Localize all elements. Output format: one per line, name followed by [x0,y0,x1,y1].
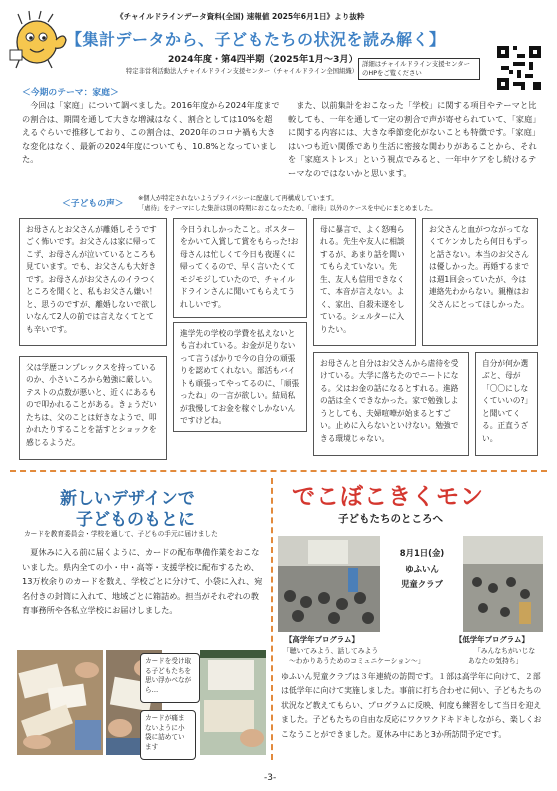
detail-note [358,58,480,80]
dekoboko-body: ゆふいん児童クラブは３年連続の訪問です。１部は高学年に向けて、２部は低学年に向けて実施しました。事前に打ち合わせに伺い、子どもたちの状況など教えてもらい、プログラムに反映、何度も練習をして当日を迎えました。子どもたちの自由な反応にワクワクドキドキしながら、楽しくおこなうことができました。夏休み中にあと3か所訪問予定です。 [281,672,542,739]
design-title-line-2: 子どものもとに [76,510,195,530]
program-right-text-2: あなたの気持ち」 [468,657,523,665]
photo-workshop-lower [463,536,543,632]
column-divider [271,478,273,760]
event-date: 8月1日(金) [399,548,445,558]
theme-right-text: また、以前集計をおこなった「学校」に関する項目やテーマと比較しても、一年を通して一定の割合で声が寄せられていて、「家庭」に関する内容には、大きな季節変化がないことも特徴です。「家庭」はいつも近い関係であり生活に密接な関わりがあることから、それを「家庭ストレス」という視点でみると、一年中ケアをし続けるテーマなのではないかと思います。 [288,100,537,178]
theme-left-text: 今回は「家庭」について調べました。2016年度から2024年度までの割合は、期間を通して大きな増減はなく、割合としては10%を超えるぐらいで推移しており、この割合は、2020年のコロナ禍も大きな変化はなく、最新の2024年度についても、10.8%となっていました。 [22,100,280,165]
program-left-text-1: 「聴いてみよう、話してみよう [283,647,379,655]
section-divider [10,470,547,472]
voices-note-2: 「虐待」をテーマにした集計は別の時期におこなったため、「虐待」以外のケースを中心にまとめました。 [138,205,437,212]
page-number: -3- [264,773,277,783]
theme-heading: ＜今期のテーマ：家庭＞ [22,88,119,98]
source-note: 《チャイルドラインデータ資料(全国) 速報値 2025年6月1日》より抜粋 [116,12,365,21]
voice-card-1: お母さんとお父さんが離婚しそうですごく怖いです。お父さんは家に帰ってこず、お母さんが泣いているところも見ています。でも、お父さんも大好きです。お母さんがお父さんのイラつくところを聞くと、私もお父さん嫌い！と、思うのですが、離婚しないで欲しいなんて2人の前では言えなくてとても辛いです。 [19,218,167,346]
event-place-2: 児童クラブ [401,579,443,590]
photo-card-sorting [17,650,103,755]
voice-card-2: 今日うれしかったこと。ポスターをかいて入賞して賞をもらった!お母さんは忙しくて今日も夜遅くに帰ってくるので、早く言いたくてモジモジしていたので、チャイルドラインさんに聞いてもらえてうれしいです。 [173,218,307,318]
photo-envelopes [200,650,266,755]
event-place-1: ゆふいん [405,563,439,574]
qr-code[interactable] [497,46,541,90]
voices-heading: ＜子どもの声＞ [62,199,124,209]
bubble-2 [140,710,196,760]
voice-card-7: お母さんと自分はお父さんから虐待を受けている。大学に落ちたのでニートになる。父はお金の話になるとすれる。進路の話は全くできなかった。家で勉強しようとしても、夫婦喧嘩が始まるとすごい。止めに入らないといけない。勉強できる環境じゃない。 [313,352,469,456]
program-left-label: 【高学年プログラム】 [285,635,359,644]
program-left-text-2: ～わかりあうためのコミュニケーション～」 [289,657,425,665]
voices-note-1: ※個人が特定されないようプライバシーに配慮して再構成しています。 [138,195,338,202]
voice-card-5: 父は学歴コンプレックスを持っているのか、小さいころから勉強に厳しい。テストの点数が悪いと、近くにあるもので叩かれることがある。きょうだいたちは、父のことは好きなようで、叩かれたりすることを話すとショックを感じるようだ。 [19,356,167,460]
mascot-logo [8,10,70,70]
dekoboko-title: でこぼこきくモン [292,484,484,510]
voice-card-4: お父さんと血がつながってなくてケンカしたら何日もずっと話さない。本当のお父さんは優しかった。再婚するまでは週1回会っていたが、今は連絡先わからない。親権はお父さんにとってほしかった。 [422,218,538,346]
program-right-text-1: 「みんなちがいじな [474,647,536,655]
design-title-line-1: 新しいデザインで [60,489,195,509]
bubble-1-text: カードを受け取る子どもたちを思い浮かべながら… [145,657,192,694]
voice-card-8: 自分が何か選ぶと、母が「〇〇にしなくていいの?」と聞いてくる。正直うざい。 [475,352,538,456]
voice-card-3: 母に暴言で、よく怒鳴られる。先生や友人に相談するが、あまり話を聞いてもらえていない。先生、友人も信用できなくて、本音が言えない。よく、家出、自殺未遂をしている。シェルターに入りたい。 [313,218,416,346]
voice-card-6: 進学先の学校の学費を払えないとも言われている。お金が足りないって言うばかりで今の自分の頑張りを認めてくれない。部活もバイトも頑張ってやってるのに、「頑張ったね」の一言が欲しい。結局私が我慢してお金を稼ぐしかないんですけどね。 [173,322,307,432]
page-title: 【集計データから、子どもたちの状況を読み解く】 [66,30,446,49]
event-info [383,546,461,593]
detail-note-text: 詳細はチャイルドライン支援センターのHPをご覧ください [362,60,470,78]
period: 2024年度・第4四半期（2025年1月～3月） [168,54,358,65]
publisher: 特定非営利活動法人チャイルドライン支援センター（チャイルドライン全国組織） [126,68,358,75]
dekoboko-subtitle: 子どもたちのところへ [338,513,443,525]
photo-workshop-upper [278,536,380,632]
program-right-label: 【低学年プログラム】 [455,635,529,644]
bubble-1 [140,653,200,703]
design-body: 夏休みに入る前に届くように、カードの配布準備作業をおこないました。県内全ての小・中・高等・支援学校に配布するため、13万枚余りのカードを数え、学校ごとに分けて、小袋に入れ、宛名付きの封筒に入れて、地域ごとに箱詰め。担当がそれぞれの教育事務所や各私立学校にお届けしました。 [22,547,263,616]
bubble-2-text: カードが痛まないように小袋に詰めています [145,714,185,751]
design-subtitle: カードを教育委員会・学校を通して、子どもの手元に届けました [24,530,218,538]
